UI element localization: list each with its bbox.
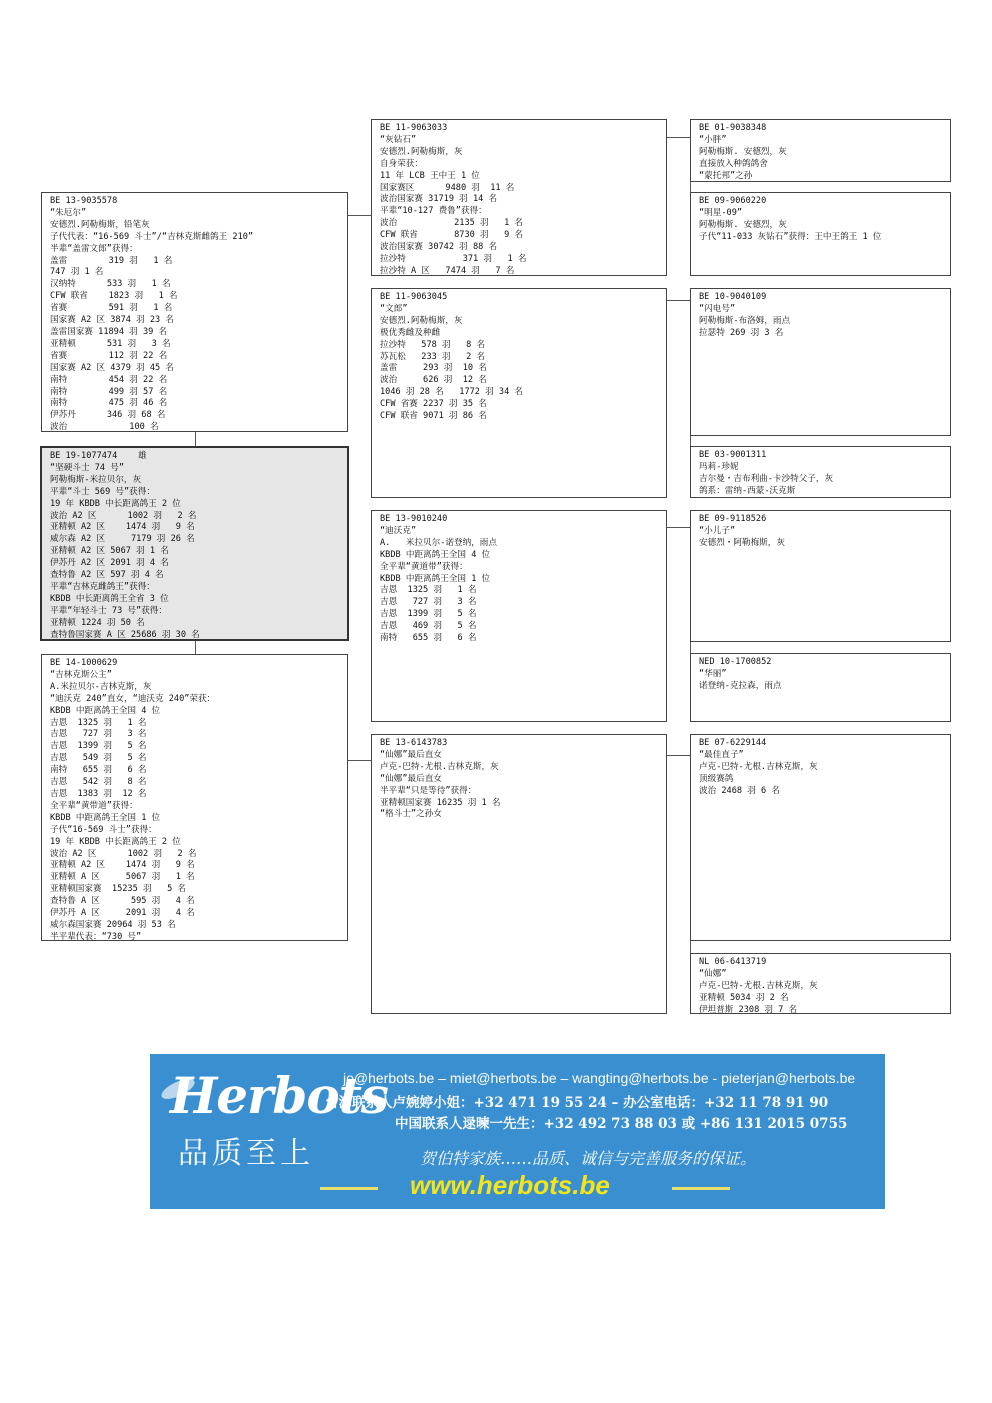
pedigree-line: CFW 联省 9071 羽 86 名 (380, 411, 487, 422)
pedigree-line: BE 01-9038348 (699, 123, 767, 133)
pedigree-line: 伊苏丹 A2 区 2091 羽 4 名 (50, 558, 169, 569)
dam-dam-dam-card (690, 953, 951, 1014)
pedigree-line: 盖雷 293 羽 10 名 (380, 363, 487, 374)
pedigree-line: BE 09-9118526 (699, 514, 767, 524)
dam-card (41, 654, 348, 941)
sire-sire-sire-card (690, 119, 951, 182)
pedigree-line: 汉纳特 533 羽 1 名 (50, 279, 171, 290)
pedigree-line: 19 年 KBDB 中长距离鸽王 2 位 (50, 498, 181, 509)
pedigree-line: 盖雷国家赛 11894 羽 39 名 (50, 326, 168, 337)
pedigree-line: “迪沃克 240”直女，“迪沃克 240”荣获： (50, 693, 216, 704)
pedigree-line: “明星-09” (699, 207, 743, 218)
motto-text: 贺伯特家族……品质、诚信与完善服务的保证。 (420, 1149, 757, 1168)
sire-card (41, 192, 348, 432)
pedigree-line: “小胖” (699, 134, 727, 145)
pedigree-line: 国家赛 A2 区 4379 羽 45 名 (50, 362, 174, 373)
pedigree-line: 波治 A2 区 1002 羽 2 名 (50, 510, 197, 521)
pedigree-line: 南特 454 羽 22 名 (50, 374, 168, 385)
sire-sire-card (371, 119, 667, 276)
pedigree-line: KBDB 中距离鸽王全国 1 位 (50, 812, 161, 823)
pedigree-line: 半平辈代表：“730 号” (50, 931, 142, 941)
pedigree-line: 亚精顿 5034 羽 2 名 (699, 992, 789, 1003)
pedigree-line: 亚精顿 A2 区 5067 羽 1 名 (50, 546, 169, 557)
pedigree-line: BE 13-9035578 (50, 196, 118, 206)
pedigree-line: 安德烈.阿勒梅斯，铅笔灰 (50, 219, 150, 230)
pedigree-line: 子代“11-033 灰钻石”获得：王中王鸽王 1 位 (699, 231, 882, 242)
pedigree-line: CFW 联省 1823 羽 1 名 (50, 291, 178, 302)
pedigree-line: 查特鲁国家赛 A 区 25686 羽 30 名 (50, 629, 200, 640)
pedigree-line: BE 10-9040109 (699, 292, 767, 302)
pedigree-line: 半辈“盖雷文郎”获得： (50, 243, 138, 254)
pedigree-line: 直接放入种鸽鸽舍 (699, 158, 768, 169)
dam-sire-dam-card (690, 653, 951, 722)
pedigree-line: 阿勒梅斯. 安德烈，灰 (699, 146, 787, 157)
pedigree-line: 19 年 KBDB 中长距离鸽王 2 位 (50, 836, 181, 847)
pedigree-line: 全平辈“黄带道”获得： (50, 800, 138, 811)
subject-card (40, 446, 349, 641)
pedigree-line: “朱厄尔” (50, 207, 87, 218)
pedigree-line: 苏瓦松 233 羽 2 名 (380, 351, 486, 362)
pedigree-line: 波治国家赛 31719 羽 14 名 (380, 194, 498, 205)
pedigree-line: 威尔森国家赛 20964 羽 53 名 (50, 919, 176, 930)
sire-dam-card (371, 288, 667, 498)
pedigree-line: 吉恩 549 羽 5 名 (50, 753, 147, 764)
pedigree-line: 玛莉-珍妮 (699, 461, 739, 472)
pedigree-line: BE 14-1000629 (50, 658, 118, 668)
pedigree-line: CFW 省赛 2237 羽 35 名 (380, 399, 487, 410)
connector-line (195, 432, 196, 447)
pedigree-line: BE 19-1077474 雄 (50, 451, 147, 461)
pedigree-line: KBDB 中距离鸽王全国 1 位 (380, 573, 491, 584)
pedigree-line: A. 米拉贝尔-诺登纳，雨点 (380, 537, 497, 548)
pedigree-line: “迪沃克” (380, 525, 417, 536)
pedigree-line: 伊苏丹 A 区 2091 羽 4 名 (50, 908, 195, 919)
pedigree-line: 卢克-巴特-尤根.吉林克斯，灰 (699, 980, 818, 991)
pedigree-line: 拉沙特 A 区 7474 羽 7 名 (380, 265, 515, 276)
pedigree-line: “文郎” (380, 303, 408, 314)
pedigree-line: 省赛 112 羽 22 名 (50, 350, 168, 361)
pedigree-line: KBDB 中长距离鸽王全省 3 位 (50, 593, 169, 604)
pedigree-line: 11 年 LCB 王中王 1 位 (380, 170, 480, 181)
pedigree-line: 波治 A2 区 1002 羽 2 名 (50, 848, 197, 859)
pedigree-line: 亚精顿 A2 区 1474 羽 9 名 (50, 860, 195, 871)
decorative-dash (672, 1187, 730, 1190)
pedigree-line: 波治 626 羽 12 名 (380, 375, 487, 386)
pedigree-line: 拉沙特 371 羽 1 名 (380, 253, 527, 264)
pedigree-line: 亚精顿 A2 区 1474 羽 9 名 (50, 522, 195, 533)
pedigree-line: 吉恩 1325 羽 1 名 (50, 717, 147, 728)
dam-dam-card (371, 734, 667, 1014)
dam-dam-sire-card (690, 734, 951, 941)
pedigree-line: 诺登纳-克拉森，雨点 (699, 680, 782, 691)
pedigree-line: BE 13-9010240 (380, 514, 448, 524)
pedigree-line: “仙娜”最后直女 (380, 749, 442, 760)
pedigree-line: 阿勒梅斯-布洛姆，雨点 (699, 315, 791, 326)
pedigree-line: CFW 联省 8730 羽 9 名 (380, 230, 524, 241)
pedigree-line: 平辈“年轻斗士 73 号”获得： (50, 605, 167, 616)
pedigree-line: BE 11-9063033 (380, 123, 448, 133)
pedigree-line: NL 06-6413719 (699, 957, 767, 967)
sire-dam-sire-card (690, 288, 951, 436)
pedigree-line: 波治国家赛 30742 羽 88 名 (380, 242, 498, 253)
connector-line (195, 640, 196, 654)
pedigree-line: KBDB 中距离鸽王全国 4 位 (50, 705, 161, 716)
pedigree-line: 国家赛 A2 区 3874 羽 23 名 (50, 315, 174, 326)
pedigree-line: 安德烈・阿勒梅斯，灰 (699, 537, 785, 548)
pedigree-line: “最佳直子” (699, 749, 744, 760)
pedigree-line: 亚精顿国家赛 16235 羽 1 名 (380, 797, 501, 808)
pedigree-line: 卢克-巴特-尤根.吉林克斯，灰 (380, 761, 499, 772)
pedigree-line: 极优秀雌及种雌 (380, 327, 441, 338)
pedigree-line: 阿勒梅斯-米拉贝尔，灰 (50, 474, 142, 485)
pedigree-line: BE 13-6143783 (380, 738, 448, 748)
pedigree-line: 伊坦普斯 2308 羽 7 名 (699, 1004, 798, 1014)
pedigree-line: 省赛 591 羽 1 名 (50, 303, 173, 314)
sire-sire-dam-card (690, 192, 951, 276)
pedigree-line: 南特 499 羽 57 名 (50, 386, 168, 397)
pedigree-line: BE 11-9063045 (380, 292, 448, 302)
connector-line (667, 300, 690, 301)
pedigree-line: 全平辈“黄道带”获得： (380, 561, 468, 572)
pedigree-line: NED 10-1700852 (699, 657, 772, 667)
pedigree-line: 亚精顿 531 羽 3 名 (50, 338, 171, 349)
pedigree-line: 伊苏丹 346 羽 68 名 (50, 410, 166, 421)
pedigree-line: 亚精顿 A 区 5067 羽 1 名 (50, 872, 195, 883)
pedigree-line: 卢克-巴特-尤根.吉林克斯，灰 (699, 761, 818, 772)
pedigree-line: “吉林克斯公主” (50, 669, 112, 680)
pedigree-line: 平辈“斗士 569 号”获得： (50, 486, 155, 497)
sire-dam-dam-card (690, 446, 951, 498)
pedigree-line: “华丽” (699, 668, 727, 679)
pedigree-line: 平辈“吉林克雌鸽王”获得： (50, 581, 155, 592)
pedigree-line: 吉恩 542 羽 8 名 (50, 777, 147, 788)
pedigree-line: 查特鲁 A2 区 597 羽 4 名 (50, 570, 164, 581)
pedigree-line: 平辈“10-127 费鲁”获得： (380, 206, 487, 217)
pedigree-line: “坚硬斗士 74 号” (50, 462, 125, 473)
pedigree-line: “仙娜”最后直女 (380, 773, 442, 784)
pedigree-line: “小儿子” (699, 525, 736, 536)
pedigree-line: 吉恩 727 羽 3 名 (50, 729, 147, 740)
pedigree-line: 波治 100 名 (50, 422, 159, 432)
pedigree-line: 南特 655 羽 6 名 (50, 765, 147, 776)
pedigree-line: 波治 2468 羽 6 名 (699, 785, 780, 796)
connector-line (348, 215, 371, 216)
pedigree-line: 吉恩 1325 羽 1 名 (380, 585, 477, 596)
pedigree-line: 子代代表：“16-569 斗士”/“吉林克斯雌鸽王 210” (50, 231, 254, 242)
connector-line (667, 755, 690, 756)
herbots-banner (150, 1054, 885, 1209)
pedigree-line: “仙娜” (699, 968, 727, 979)
pedigree-line: 半平辈“只是等待”获得： (380, 785, 477, 796)
pedigree-line: 盖雷 319 羽 1 名 (50, 255, 173, 266)
connector-line (348, 760, 371, 761)
slogan-text: 品质至上 (178, 1136, 314, 1171)
pedigree-line: 南特 655 羽 6 名 (380, 633, 477, 644)
connector-line (667, 137, 690, 138)
pedigree-line: “蒙托邦”之孙 (699, 170, 753, 181)
china-contact: 中国联系人逯暕一先生：+32 492 73 88 03 或 +86 131 2015 0755 (395, 1116, 848, 1132)
pedigree-line: BE 09-9060220 (699, 196, 767, 206)
email-contacts: jo@herbots.be – miet@herbots.be – wangting@herbots.be - pieterjan@herbots.be (343, 1070, 856, 1086)
pedigree-line: 吉恩 1383 羽 12 名 (50, 788, 147, 799)
pedigree-line: 波治 2135 羽 1 名 (380, 218, 524, 229)
pedigree-line: 安德烈.阿勒梅斯，灰 (380, 315, 463, 326)
pedigree-line: 亚精顿国家赛 15235 羽 5 名 (50, 884, 187, 895)
pedigree-line: 1046 羽 28 名 1772 羽 34 名 (380, 387, 524, 398)
dam-sire-sire-card (690, 510, 951, 642)
pedigree-line: 威尔森 A2 区 7179 羽 26 名 (50, 534, 195, 545)
pedigree-line: BE 03-9001311 (699, 450, 767, 460)
pedigree-line: 自身荣获： (380, 158, 423, 169)
pedigree-line: 吉恩 469 羽 5 名 (380, 621, 477, 632)
pedigree-line: 阿勒梅斯. 安德烈，灰 (699, 219, 787, 230)
pedigree-line: 747 羽 1 名 (50, 267, 104, 278)
brand-logo: Herbots (170, 1066, 388, 1125)
decorative-dash (320, 1187, 378, 1190)
pedigree-line: 吉恩 1399 羽 5 名 (380, 609, 477, 620)
pedigree-line: “闪电号” (699, 303, 736, 314)
pedigree-line: “灰钻石” (380, 134, 417, 145)
pedigree-line: 顶级赛鸽 (699, 773, 734, 784)
pedigree-line: 国家赛区 9480 羽 11 名 (380, 182, 515, 193)
pedigree-line: 子代“16-569 斗士”获得： (50, 824, 157, 835)
pedigree-line: KBDB 中距离鸽王全国 4 位 (380, 549, 491, 560)
taiwan-contact: 台湾联系人卢婉婷小姐：+32 471 19 55 24 – 办公室电话：+32 11 78 91 90 (325, 1095, 829, 1111)
pedigree-line: 查特鲁 A 区 595 羽 4 名 (50, 896, 195, 907)
connector-line (667, 527, 690, 528)
pedigree-line: “格斗士”之孙女 (380, 809, 442, 820)
dam-sire-card (371, 510, 667, 722)
pedigree-line: 拉沙特 578 羽 8 名 (380, 339, 486, 350)
website-link[interactable]: www.herbots.be (410, 1170, 610, 1200)
pedigree-line: 亚精顿 1224 羽 50 名 (50, 617, 145, 628)
pedigree-line: 吉恩 727 羽 3 名 (380, 597, 477, 608)
pedigree-line: BE 07-6229144 (699, 738, 767, 748)
pedigree-line: 拉瑟特 269 羽 3 名 (699, 327, 784, 338)
pedigree-line: 吉尔曼・吉布利曲-卡沙特父子，灰 (699, 473, 834, 484)
pedigree-line: 鸽系：雷纳-西蒙-沃克斯 (699, 485, 796, 496)
pedigree-line: 安德烈.阿勒梅斯，灰 (380, 146, 463, 157)
pedigree-line: 南特 475 羽 46 名 (50, 398, 168, 409)
pedigree-line: A.米拉贝尔-吉林克斯，灰 (50, 681, 152, 692)
pedigree-line: 吉恩 1399 羽 5 名 (50, 741, 147, 752)
